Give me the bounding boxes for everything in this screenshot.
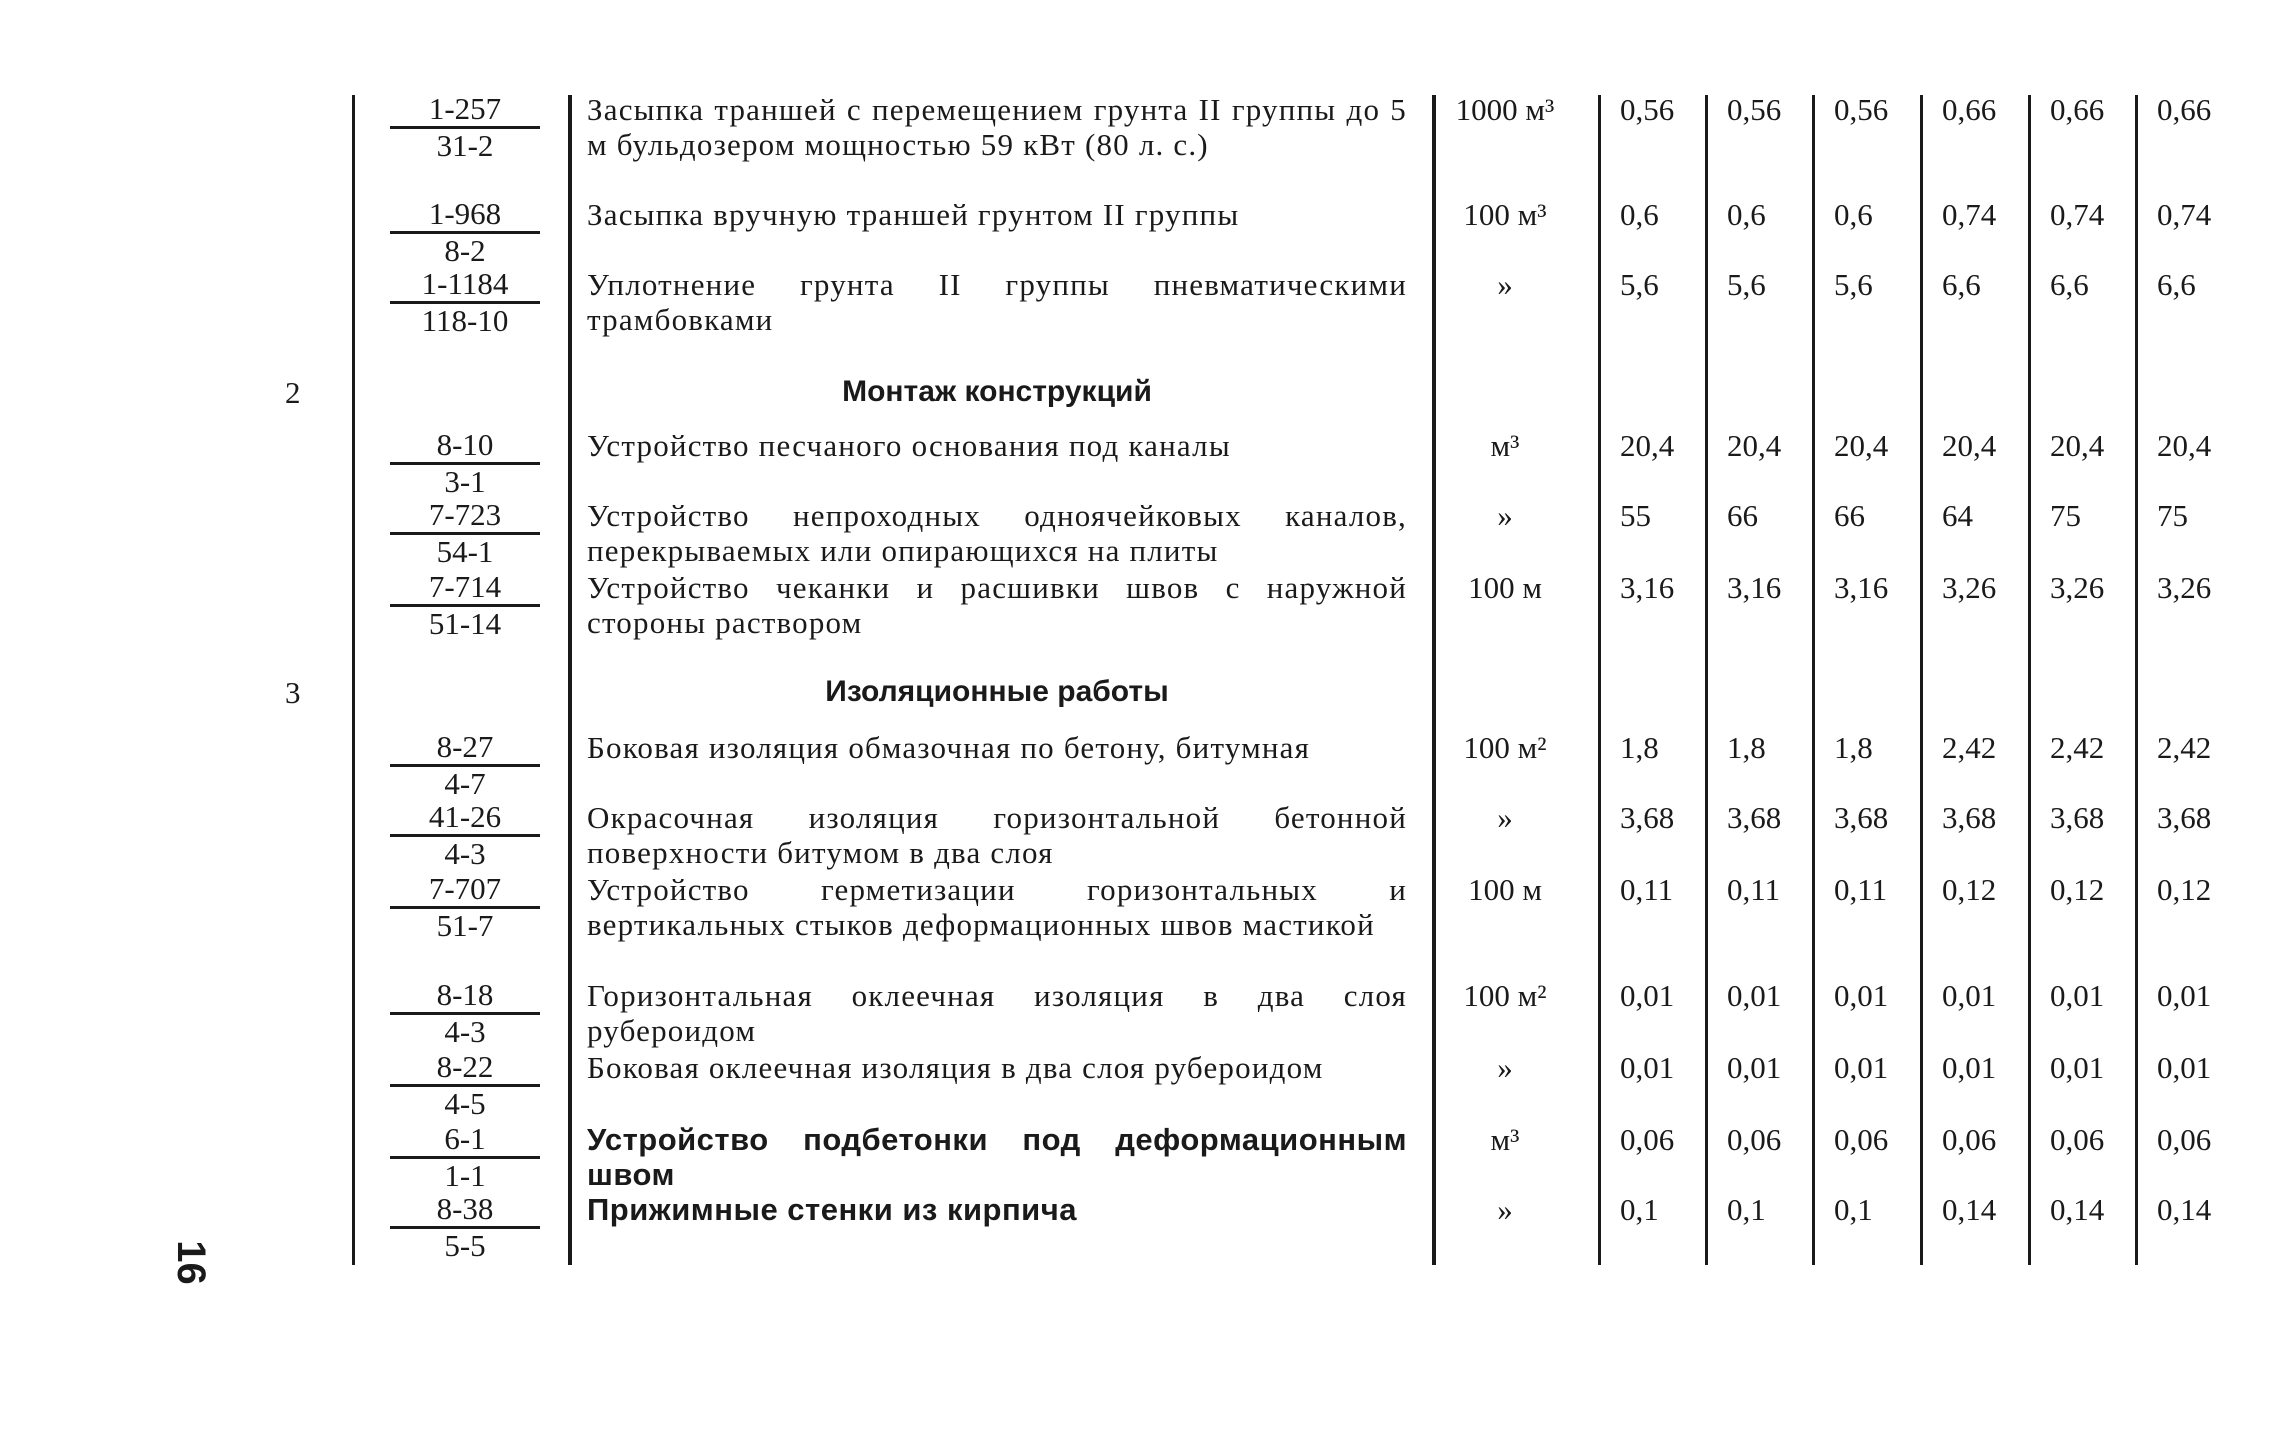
section-title: Монтаж конструкций (842, 375, 1152, 408)
value-cell: 0,01 (2050, 978, 2105, 1013)
table-rule-left (352, 95, 355, 1265)
work-description: Устройство чеканки и расшивки швов с наружной стороны раствором (587, 570, 1407, 640)
value-cell: 0,06 (2157, 1122, 2212, 1157)
value-cell: 3,68 (1620, 800, 1675, 835)
value-cell: 1,8 (1834, 730, 1873, 765)
work-description: Устройство непроходных одноячейковых каналов, перекрываемых или опирающихся на плиты (587, 498, 1407, 568)
unit-cell: » (1497, 1050, 1513, 1085)
work-description: Устройство герметизации горизонтальных и вертикальных стыков деформационных швов мастикой (587, 872, 1407, 942)
value-cell: 0,12 (2157, 872, 2212, 907)
value-cell: 0,06 (1942, 1122, 1997, 1157)
value-cell: 3,16 (1834, 570, 1889, 605)
value-cell: 0,1 (1620, 1192, 1659, 1227)
unit-cell: 100 м (1468, 872, 1542, 907)
value-cell: 3,16 (1620, 570, 1675, 605)
value-cell: 20,4 (2050, 428, 2105, 463)
value-cell: 3,68 (2157, 800, 2212, 835)
value-cell: 1,8 (1620, 730, 1659, 765)
value-cell: 20,4 (1942, 428, 1997, 463)
value-cell: 6,6 (1942, 267, 1981, 302)
value-cell: 0,66 (2050, 92, 2105, 127)
unit-cell: 100 м² (1463, 978, 1547, 1013)
value-cell: 3,26 (1942, 570, 1997, 605)
code-fraction: $\frac{1-968}{8-2}$ (390, 197, 540, 268)
code-fraction: $\frac{41-26}{4-3}$ (390, 800, 540, 871)
value-cell: 0,14 (1942, 1192, 1997, 1227)
value-cell: 0,14 (2050, 1192, 2105, 1227)
value-cell: 20,4 (1620, 428, 1675, 463)
value-cell: 3,68 (1727, 800, 1782, 835)
value-cell: 2,42 (1942, 730, 1997, 765)
value-cell: 0,74 (2157, 197, 2212, 232)
value-cell: 3,16 (1727, 570, 1782, 605)
code-fraction: $\frac{8-27}{4-7}$ (390, 730, 540, 801)
value-cell: 0,1 (1727, 1192, 1766, 1227)
value-cell: 0,12 (2050, 872, 2105, 907)
value-cell: 0,01 (1834, 978, 1889, 1013)
value-cell: 0,6 (1727, 197, 1766, 232)
code-fraction: $\frac{7-714}{51-14}$ (390, 570, 540, 641)
value-cell: 5,6 (1620, 267, 1659, 302)
value-cell: 0,06 (2050, 1122, 2105, 1157)
value-cell: 0,14 (2157, 1192, 2212, 1227)
value-cell: 20,4 (2157, 428, 2212, 463)
value-cell: 0,01 (2050, 1050, 2105, 1085)
value-cell: 66 (1727, 498, 1758, 533)
work-description: Устройство подбетонки под деформационным швом (587, 1122, 1407, 1192)
value-cell: 75 (2050, 498, 2081, 533)
unit-cell: 100 м (1468, 570, 1542, 605)
value-cell: 0,12 (1942, 872, 1997, 907)
value-cell: 3,68 (1834, 800, 1889, 835)
value-cell: 64 (1942, 498, 1973, 533)
work-description: Засыпка траншей с перемещением грунта II группы до 5 м бульдозером мощностью 59 кВт (80 л. с.) (587, 92, 1407, 162)
value-cell: 20,4 (1727, 428, 1782, 463)
value-cell: 0,06 (1727, 1122, 1782, 1157)
value-cell: 0,11 (1727, 872, 1781, 907)
work-description: Боковая оклеечная изоляция в два слоя рубероидом (587, 1050, 1324, 1085)
work-description: Засыпка вручную траншей грунтом II группы (587, 197, 1240, 232)
value-cell: 0,01 (2157, 1050, 2212, 1085)
value-cell: 0,74 (2050, 197, 2105, 232)
code-fraction: $\frac{6-1}{1-1}$ (390, 1122, 540, 1193)
code-fraction: $\frac{1-1184}{118-10}$ (390, 267, 540, 338)
table-rule-unit (1598, 95, 1601, 1265)
value-cell: 0,56 (1620, 92, 1675, 127)
code-fraction: $\frac{7-707}{51-7}$ (390, 872, 540, 943)
value-cell: 0,11 (1620, 872, 1674, 907)
section-number: 2 (285, 375, 301, 410)
value-cell: 2,42 (2050, 730, 2105, 765)
unit-cell: » (1497, 1192, 1513, 1227)
value-cell: 0,01 (2157, 978, 2212, 1013)
page-number: 16 (168, 1240, 213, 1285)
value-cell: 0,56 (1834, 92, 1889, 127)
value-cell: 6,6 (2157, 267, 2196, 302)
value-cell: 0,74 (1942, 197, 1997, 232)
unit-cell: 100 м³ (1463, 197, 1547, 232)
value-cell: 6,6 (2050, 267, 2089, 302)
value-cell: 0,56 (1727, 92, 1782, 127)
value-cell: 2,42 (2157, 730, 2212, 765)
unit-cell: 1000 м³ (1455, 92, 1555, 127)
unit-cell: м³ (1490, 1122, 1520, 1157)
value-cell: 75 (2157, 498, 2188, 533)
value-cell: 3,26 (2050, 570, 2105, 605)
work-description: Уплотнение грунта II группы пневматическими трамбовками (587, 267, 1407, 337)
value-cell: 1,8 (1727, 730, 1766, 765)
value-cell: 0,1 (1834, 1192, 1873, 1227)
value-cell: 3,68 (2050, 800, 2105, 835)
value-cell: 0,01 (1620, 1050, 1675, 1085)
value-cell: 0,01 (1727, 978, 1782, 1013)
value-cell: 0,6 (1620, 197, 1659, 232)
work-description: Горизонтальная оклеечная изоляция в два слоя рубероидом (587, 978, 1407, 1048)
value-cell: 0,66 (2157, 92, 2212, 127)
unit-cell: » (1497, 800, 1513, 835)
unit-cell: 100 м² (1463, 730, 1547, 765)
value-cell: 0,01 (1620, 978, 1675, 1013)
unit-cell: м³ (1490, 428, 1520, 463)
section-number: 3 (285, 675, 301, 710)
work-description: Боковая изоляция обмазочная по бетону, битумная (587, 730, 1311, 765)
value-cell: 5,6 (1834, 267, 1873, 302)
value-cell: 3,68 (1942, 800, 1997, 835)
value-cell: 0,01 (1727, 1050, 1782, 1085)
unit-cell: » (1497, 498, 1513, 533)
code-fraction: $\frac{8-22}{4-5}$ (390, 1050, 540, 1121)
value-cell: 20,4 (1834, 428, 1889, 463)
code-fraction: $\frac{7-723}{54-1}$ (390, 498, 540, 569)
work-description: Прижимные стенки из кирпича (587, 1192, 1077, 1227)
value-cell: 0,06 (1620, 1122, 1675, 1157)
work-description: Окрасочная изоляция горизонтальной бетонной поверхности битумом в два слоя (587, 800, 1407, 870)
value-cell: 0,66 (1942, 92, 1997, 127)
value-cell: 0,01 (1942, 1050, 1997, 1085)
value-cell: 0,6 (1834, 197, 1873, 232)
value-cell: 5,6 (1727, 267, 1766, 302)
value-cell: 0,01 (1942, 978, 1997, 1013)
value-cell: 3,26 (2157, 570, 2212, 605)
code-fraction: $\frac{1-257}{31-2}$ (390, 92, 540, 163)
code-fraction: $\frac{8-18}{4-3}$ (390, 978, 540, 1049)
table-rule-code (568, 95, 572, 1265)
value-cell: 0,01 (1834, 1050, 1889, 1085)
code-fraction: $\frac{8-38}{5-5}$ (390, 1192, 540, 1263)
section-title: Изоляционные работы (825, 675, 1169, 708)
value-cell: 55 (1620, 498, 1651, 533)
value-cell: 0,11 (1834, 872, 1888, 907)
code-fraction: $\frac{8-10}{3-1}$ (390, 428, 540, 499)
value-cell: 66 (1834, 498, 1865, 533)
unit-cell: » (1497, 267, 1513, 302)
value-cell: 0,06 (1834, 1122, 1889, 1157)
work-description: Устройство песчаного основания под каналы (587, 428, 1231, 463)
